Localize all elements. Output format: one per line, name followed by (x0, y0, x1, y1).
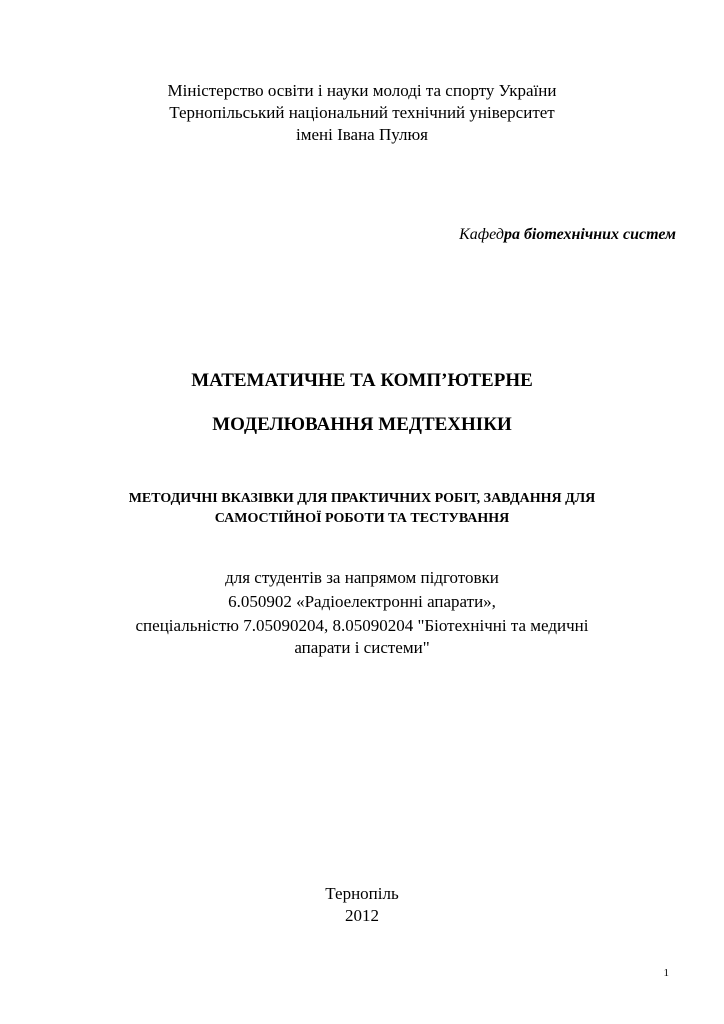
document-subtitle-line-2: САМОСТІЙНОЇ РОБОТИ ТА ТЕСТУВАННЯ (214, 511, 510, 526)
department-rest: ра біотехнічних систем (503, 226, 676, 243)
page-number: 1 (663, 967, 669, 979)
document-title-line-1: МАТЕМАТИЧНЕ ТА КОМП’ЮТЕРНЕ (191, 370, 533, 391)
audience-line-3: спеціальністю 7.05090204, 8.05090204 "Біотехнічні та медичні (135, 616, 589, 635)
department-name (459, 226, 676, 244)
document-subtitle-line-1: МЕТОДИЧНІ ВКАЗІВКИ ДЛЯ ПРАКТИЧНИХ РОБІТ, ЗАВДАННЯ ДЛЯ (128, 491, 596, 506)
audience-line-1: для студентів за напрямом підготовки (225, 568, 499, 587)
university-name: Тернопільський національний технічний університет (169, 103, 555, 122)
year: 2012 (345, 906, 379, 925)
university-named-after: імені Івана Пулюя (295, 125, 429, 144)
city: Тернопіль (325, 884, 399, 903)
audience-line-2: 6.050902 «Радіоелектронні апарати», (228, 592, 496, 611)
audience-line-4: апарати і системи" (294, 638, 430, 657)
document-title-line-2: МОДЕЛЮВАННЯ МЕДТЕХНІКИ (212, 414, 512, 435)
ministry-name: Міністерство освіти і науки молоді та спорту України (167, 81, 557, 100)
department-prefix: Кафед (459, 226, 504, 243)
